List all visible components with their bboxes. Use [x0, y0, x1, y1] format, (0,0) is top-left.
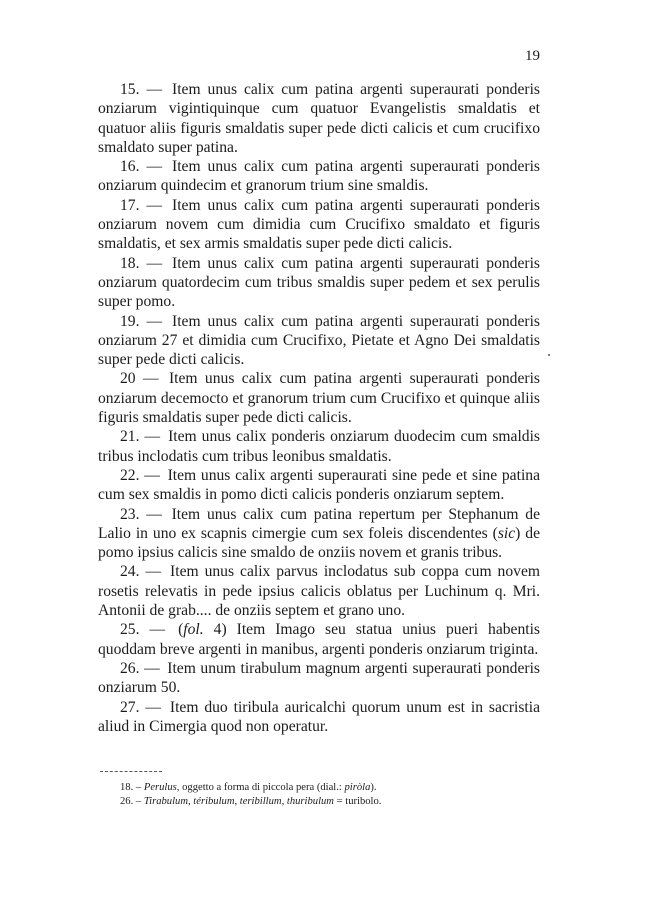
item-number: 24. — — [120, 563, 162, 581]
item-text: Item unus calix cum patina argenti superaurati ponderis onziarum novem cum dimidia cum Crucifixo smaldato et figuris smaldatis, et sex armis smaldatis super pede dicti calicis. — [98, 196, 540, 253]
item-text: Item duo tiribula auricalchi quorum unum est in sacristia aliud in Cimergia quod non operatur. — [98, 698, 541, 735]
item-text: Item unus calix cum patina repertum per Stephanum de Lalio in uno ex scapnis cimergie cum sex foleis discendentes ( — [98, 505, 540, 542]
footnote-tail: ). — [370, 782, 377, 793]
item-number: 23. — — [120, 505, 162, 523]
footnote-term: Tirabulum, téribulum, teribillum, thuribulum — [143, 795, 334, 807]
list-item — [98, 80, 540, 157]
item-text: ) de pomo ipsius calicis sine smaldo de onziis novem et granis tribus. — [98, 524, 541, 562]
footnote-text: oggetto a forma di piccola pera (dial.: — [182, 782, 342, 793]
footnote-ref: 18. – — [120, 782, 142, 793]
footnote-term: piròla — [344, 782, 371, 793]
item-text: Item unus calix parvus inclodatus sub coppa cum novem rosetis relevatis in pede ipsius calicis oblatus per Luchinum q. Mri. Antonii de grab.... de onziis septem et grano uno. — [98, 563, 541, 620]
item-number: 26. — — [120, 659, 160, 677]
list-item — [98, 369, 540, 427]
item-number: 16. — — [120, 158, 163, 176]
item-text: Item unus calix cum patina argenti superaurati ponderis onziarum quatordecim cum tribus smaldis super pedem et sex perulis super pomo. — [98, 254, 540, 311]
list-item — [98, 196, 540, 254]
item-number: 21. — — [120, 428, 161, 446]
list-item — [98, 698, 540, 737]
item-number: 19. — — [120, 312, 163, 330]
list-item — [98, 157, 540, 196]
list-item — [98, 254, 540, 312]
item-text: Item unus calix cum patina argenti superaurati ponderis onziarum quindecim et granorum trium sine smaldis. — [98, 158, 540, 195]
list-item — [98, 427, 540, 466]
item-text: Item unus calix cum patina argenti superaurati ponderis onziarum vigintiquinque cum quatuor Evangelistis smaldatis et quatuor aliis figuris smaldatis super pede dicti calicis et cum crucifixo smaldato super patina. — [98, 81, 540, 156]
footnote — [120, 781, 540, 795]
item-number: 27. — — [120, 698, 161, 716]
item-text: Item unum tirabulum magnum argenti superaurati ponderis onziarum 50. — [98, 659, 540, 697]
footnote-term: Perulus, — [143, 782, 180, 793]
item-text: Item unus calix argenti superaurati sine pede et sine patina cum sex smaldis in pomo dicti calicis ponderis onziarum septem. — [98, 466, 540, 504]
item-number: 18. — — [120, 254, 163, 272]
ink-speck — [548, 354, 550, 356]
document-body — [98, 80, 540, 736]
item-number: 25. — — [120, 621, 166, 639]
footnote — [120, 795, 540, 809]
item-number: 17. — — [120, 196, 163, 214]
item-number: 22. — — [120, 466, 160, 484]
item-text: Item unus calix cum patina argenti superaurati ponderis onziarum 27 et dimidia cum Crucifixo, Pietate et Agno Dei smaldatis super pede dicti calicis. — [98, 312, 540, 369]
footnote-divider — [100, 771, 162, 772]
list-item — [98, 466, 540, 505]
list-item — [98, 620, 540, 659]
list-item — [98, 312, 540, 370]
item-text: ( — [178, 621, 184, 639]
item-text: 4) Item Imago seu statua unius pueri habentis quoddam breve argenti in manibus, argenti ponderis onziarum triginta. — [98, 621, 540, 658]
footnote-text: = turibolo. — [336, 795, 382, 807]
item-italic: fol. — [183, 621, 204, 639]
item-number: 15. — — [120, 81, 163, 98]
item-number: 20 — — [120, 370, 159, 388]
item-text: Item unus calix cum patina argenti superaurati ponderis onziarum decemocto et granorum trium cum Crucifixo et quinque aliis figuris smaldatis super pede dicti calicis. — [98, 370, 540, 427]
footnotes — [120, 781, 540, 808]
list-item — [98, 562, 540, 620]
item-italic: sic — [497, 524, 516, 542]
item-text: Item unus calix ponderis onziarum duodecim cum smaldis tribus inclodatis cum tribus leonibus smaldatis. — [98, 428, 540, 465]
list-item — [98, 659, 540, 698]
list-item — [98, 505, 540, 563]
footnote-ref: 26. – — [120, 795, 142, 807]
page-number: 19 — [525, 48, 540, 64]
